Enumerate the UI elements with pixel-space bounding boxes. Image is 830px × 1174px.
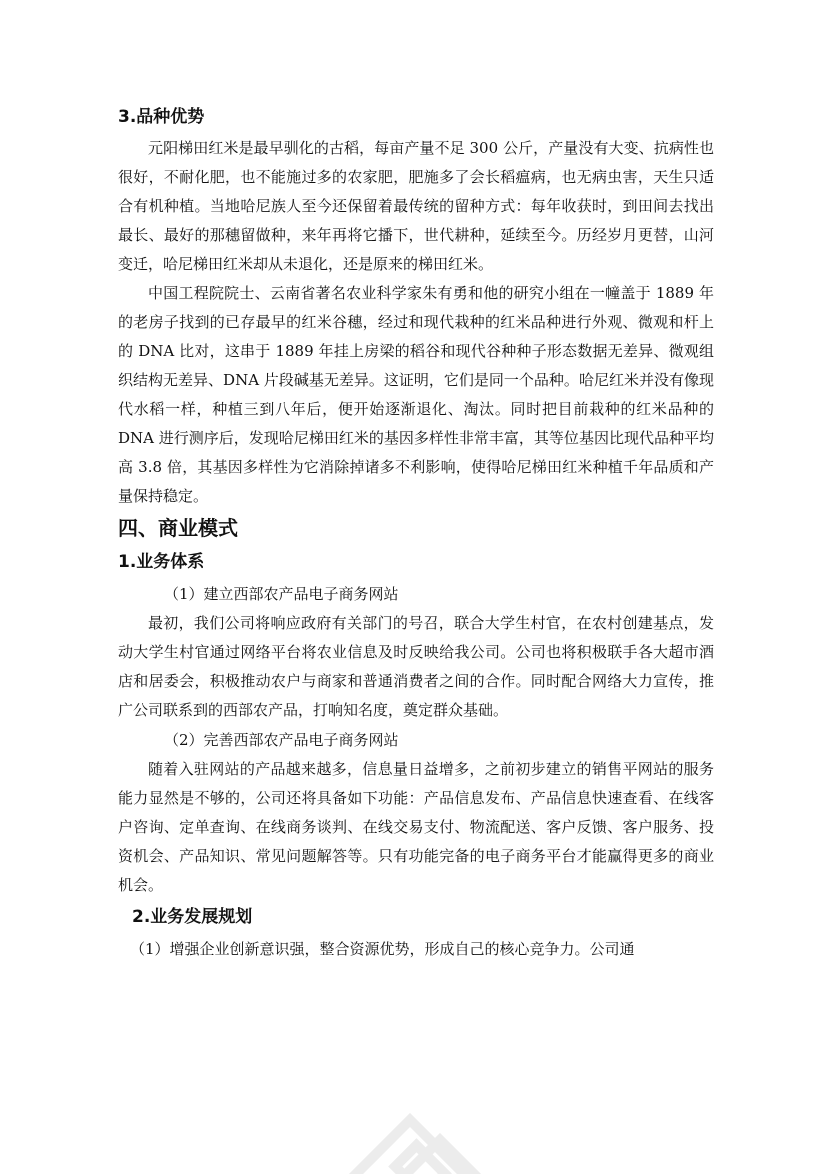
section-heading-development-plan: 2.业务发展规划	[132, 907, 253, 927]
paragraph-development-plan: （1）增强企业创新意识强，整合资源优势，形成自己的核心竞争力。公司通	[130, 940, 635, 958]
subheading-build-website: （1）建立西部农产品电子商务网站	[164, 585, 399, 603]
chapter-heading-business-model: 四、商业模式	[118, 516, 238, 540]
section-heading-variety-advantage: 3.品种优势	[118, 107, 205, 127]
document-body	[118, 100, 714, 964]
paragraph-build-website: 最初，我们公司将响应政府有关部门的号召，联合大学生村官，在农村创建基点，发动大学生村官通过网络平台将农业信息及时反映给我公司。公司也将积极联手各大超市酒店和居委会，积极推动农户与商家和普通消费者之间的合作。同时配合网络大力宣传，推广公司联系到的西部农产品，打响知名度，奠定群众基础。	[118, 614, 714, 719]
paragraph-red-rice-history: 元阳梯田红米是最早驯化的古稻，每亩产量不足 300 公斤，产量没有大变、抗病性也很好，不耐化肥，也不能施过多的农家肥，肥施多了会长稻瘟病，也无病虫害，天生只适合有机种植。当地哈尼族人至今还保留着最传统的留种方式：每年收获时，到田间去找出最长、最好的那穗留做种，来年再将它播下，世代耕种，延续至今。历经岁月更替，山河变迁，哈尼梯田红米却从未退化，还是原来的梯田红米。	[118, 139, 714, 273]
subheading-improve-website: （2）完善西部农产品电子商务网站	[164, 731, 399, 749]
paragraph-dna-research: 中国工程院院士、云南省著名农业科学家朱有勇和他的研究小组在一幢盖于 1889 年的老房子找到的已存最早的红米谷穗，经过和现代栽种的红米品种进行外观、微观和杆上的 DNA 比对，这串于 1889 年挂上房梁的稻谷和现代谷种种子形态数据无差异、微观组织结构无差异、DNA 片段碱基无差异。这证明，它们是同一个品种。哈尼红米并没有像现代水稻一样，种植三到八年后，便开始逐渐退化、淘汰。同时把目前栽种的红米品种的 DNA 进行测序后，发现哈尼梯田红米的基因多样性非常丰富，其等位基因比现代品种平均高 3.8 倍，其基因多样性为它消除掉诸多不利影响，使得哈尼梯田红米种植千年品质和产量保持稳定。	[118, 284, 714, 505]
paragraph-improve-website: 随着入驻网站的产品越来越多，信息量日益增多，之前初步建立的销售平网站的服务能力显然是不够的，公司还将具备如下功能：产品信息发布、产品信息快速查看、在线客户咨询、定单查询、在线商务谈判、在线交易支付、物流配送、客户反馈、客户服务、投资机会、产品知识、常见问题解答等。只有功能完备的电子商务平台才能赢得更多的商业机会。	[118, 760, 714, 894]
section-heading-business-system: 1.业务体系	[118, 552, 205, 572]
watermark-logo	[290, 1080, 550, 1174]
